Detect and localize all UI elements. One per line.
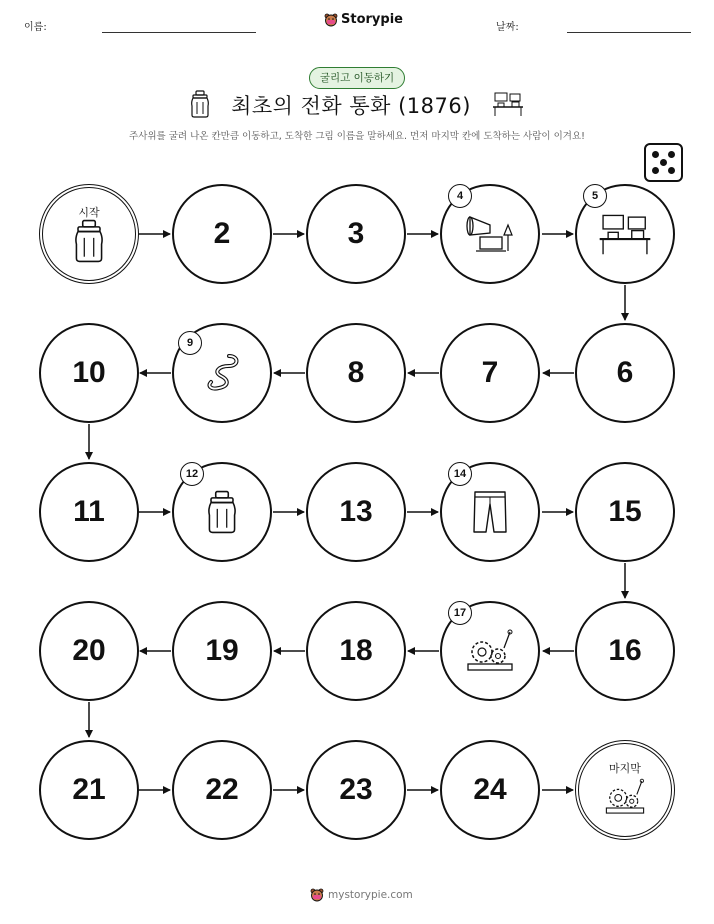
board-space[interactable] (172, 601, 272, 701)
board-space[interactable] (440, 740, 540, 840)
space-number: 21 (72, 773, 106, 806)
board-space[interactable] (306, 601, 406, 701)
board-space[interactable] (440, 184, 540, 284)
title-text: 최초의 전화 통화 (1876) (231, 94, 471, 118)
space-badge: 5 (583, 184, 607, 208)
board-space[interactable] (440, 323, 540, 423)
footer (310, 888, 413, 902)
board-space[interactable] (575, 601, 675, 701)
board-space[interactable] (172, 323, 272, 423)
space-number: 7 (481, 356, 499, 389)
space-number: 18 (339, 634, 373, 667)
board-space[interactable] (39, 740, 139, 840)
space-number: 13 (339, 495, 373, 528)
date-label: 날짜: (496, 22, 519, 33)
board-space[interactable] (306, 323, 406, 423)
board-space[interactable] (575, 462, 675, 562)
space-number: 19 (205, 634, 239, 667)
space-number: 15 (608, 495, 642, 528)
space-number: 23 (339, 773, 373, 806)
space-badge: 17 (448, 601, 472, 625)
footer-url[interactable]: mystorypie.com (328, 889, 413, 901)
instructions: 주사위를 굴려 나온 칸만큼 이동하고, 도착한 그림 이름을 말하세요. 먼저 마지막 칸에 도착하는 사람이 이겨요! (129, 131, 585, 142)
space-number: 6 (616, 356, 634, 389)
start-label: 시작 (78, 206, 100, 219)
trousers-icon (470, 488, 510, 536)
space-number: 24 (473, 773, 507, 806)
space-badge: 4 (448, 184, 472, 208)
battery-jar-icon (206, 490, 238, 534)
board-space[interactable] (39, 462, 139, 562)
board-space[interactable] (39, 323, 139, 423)
space-number: 2 (213, 217, 231, 250)
space-badge: 12 (180, 462, 204, 486)
space-number: 16 (608, 634, 642, 667)
board-space[interactable] (575, 184, 675, 284)
space-number: 11 (73, 495, 105, 528)
space-number: 3 (347, 217, 365, 250)
board-space[interactable] (172, 184, 272, 284)
space-number: 10 (72, 356, 106, 389)
board-space[interactable] (440, 601, 540, 701)
space-number: 8 (347, 356, 365, 389)
board-space[interactable] (306, 740, 406, 840)
gear-machine-icon (603, 777, 647, 817)
name-label: 이름: (24, 22, 47, 33)
board-space[interactable] (440, 462, 540, 562)
brand-name: Storypie (341, 12, 403, 27)
board-space[interactable] (172, 462, 272, 562)
gear-machine-icon (464, 628, 516, 674)
finish-label: 마지막 (609, 762, 641, 775)
wire-icon (199, 350, 245, 396)
game-type-tag: 굴리고 이동하기 (309, 67, 405, 89)
board-space[interactable] (306, 184, 406, 284)
space-number: 20 (72, 634, 106, 667)
workshop-bench-icon (598, 211, 652, 257)
space-badge: 14 (448, 462, 472, 486)
phonograph-icon (464, 211, 516, 257)
space-number: 22 (205, 773, 239, 806)
board-space[interactable] (575, 323, 675, 423)
space-badge: 9 (178, 331, 202, 355)
board-space[interactable] (39, 601, 139, 701)
board-space[interactable] (306, 462, 406, 562)
board-space[interactable] (172, 740, 272, 840)
board-space-finish[interactable] (575, 740, 675, 840)
board-space-start[interactable] (39, 184, 139, 284)
bear-mascot-icon (310, 888, 324, 902)
battery-jar-icon (72, 219, 106, 263)
